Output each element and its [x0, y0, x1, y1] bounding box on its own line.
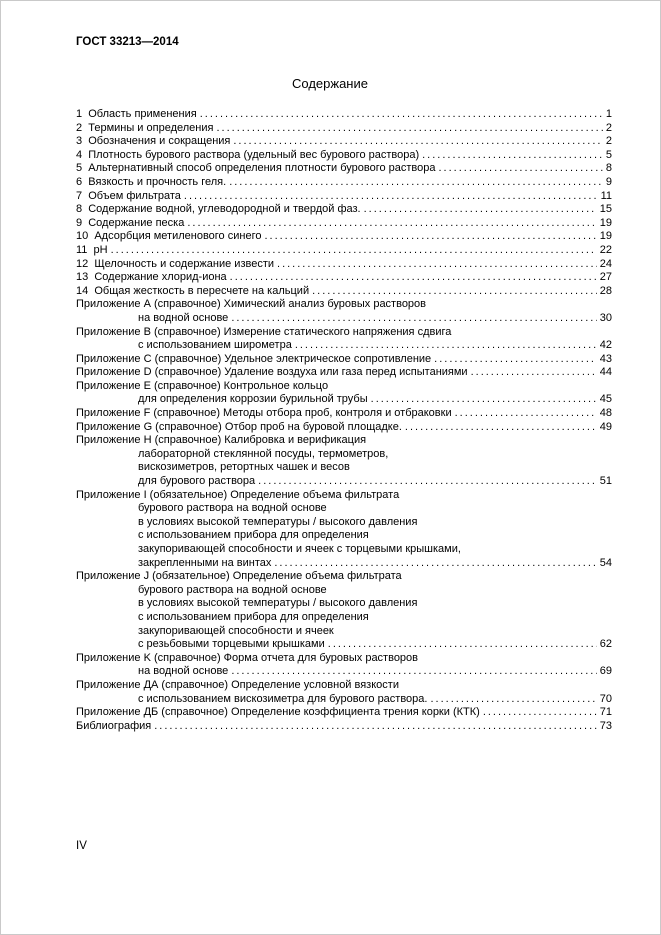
toc-entry-text: лабораторной стеклянной посуды, термометров,	[138, 447, 389, 460]
toc-line	[76, 312, 612, 326]
toc-entry	[76, 203, 612, 217]
toc-line	[76, 271, 612, 285]
toc-line	[76, 380, 612, 394]
toc-line	[76, 516, 612, 530]
toc-line	[76, 339, 612, 353]
toc-line	[76, 584, 612, 598]
toc-entry-text: вискозиметров, ретортных чашек и весов	[138, 461, 350, 474]
toc-entry	[76, 244, 612, 258]
toc-line	[76, 557, 612, 571]
toc-line	[76, 244, 612, 258]
toc-line	[76, 475, 612, 489]
toc-page-number: 1	[605, 108, 612, 120]
toc-line	[76, 529, 612, 543]
dot-leader	[216, 122, 602, 136]
toc-entry	[76, 326, 612, 353]
toc-entry-text: Приложение Е (справочное) Контрольное кольцо	[76, 379, 329, 392]
toc-page-number: 71	[599, 706, 612, 719]
dot-leader	[312, 285, 597, 299]
toc-entry-text: Приложение ДБ (справочное) Определение коэффициента трения корки (КТК)	[76, 706, 480, 719]
toc-line	[76, 203, 612, 217]
toc-entry-text: закупоривающей способности и ячеек	[138, 624, 334, 637]
dot-leader	[483, 706, 597, 720]
toc-entry-text: Приложение K (справочное) Форма отчета для буровых растворов	[76, 651, 419, 664]
toc-entry	[76, 162, 612, 176]
page-title: Содержание	[292, 76, 368, 91]
toc-entry	[76, 298, 612, 325]
toc-line	[76, 298, 612, 312]
toc-line	[76, 489, 612, 503]
dot-leader	[371, 393, 597, 407]
toc-entry-text: Библиография	[76, 719, 152, 732]
toc-line	[76, 461, 612, 475]
toc-line	[76, 285, 612, 299]
toc-entry	[76, 258, 612, 272]
toc-line	[76, 162, 612, 176]
toc-line	[76, 176, 612, 190]
toc-entry	[76, 353, 612, 367]
toc-page-number: 2	[605, 121, 612, 134]
toc-entry-text: с резьбовыми торцевыми крышками	[138, 638, 325, 651]
toc-entry-text: Приложение D (справочное) Удаление воздуха или газа перед испытаниями	[76, 366, 468, 379]
toc-line	[76, 706, 612, 720]
toc-entry-text: 11 pH	[76, 243, 108, 256]
dot-leader	[439, 162, 603, 176]
toc-entry-text: с использованием вискозиметра для бурового раствора.	[138, 692, 428, 705]
toc-page-number: 27	[599, 271, 612, 284]
toc-line	[76, 407, 612, 421]
toc-line	[76, 502, 612, 516]
toc-entry-text: Приложение I (обязательное) Определение объема фильтрата	[76, 488, 400, 501]
dot-leader	[233, 135, 603, 149]
toc-entry	[76, 720, 612, 734]
toc-entry-text: 14 Общая жесткость в пересчете на кальций	[76, 284, 310, 297]
toc-entry-text: 7 Объем фильтрата	[76, 189, 181, 202]
dot-leader	[154, 720, 597, 734]
toc-line	[76, 108, 612, 122]
dot-leader	[187, 217, 596, 231]
toc-entry-text: 1 Область применения	[76, 108, 197, 120]
toc-page-number: 49	[599, 420, 612, 433]
toc-entry	[76, 190, 612, 204]
toc-line	[76, 122, 612, 136]
dot-leader	[434, 353, 597, 367]
toc-entry-text: 12 Щелочность и содержание извести	[76, 257, 275, 270]
toc-entry	[76, 285, 612, 299]
toc-entry-text: на водной основе	[138, 665, 229, 678]
toc-line	[76, 597, 612, 611]
dot-leader	[295, 339, 597, 353]
dot-leader	[258, 475, 597, 489]
toc-entry-text: 13 Содержание хлорид-иона	[76, 271, 227, 284]
dot-leader	[277, 258, 597, 272]
toc-line	[76, 421, 612, 435]
toc-entry-text: 9 Содержание песка	[76, 216, 185, 229]
toc-entry	[76, 108, 612, 122]
toc-line	[76, 149, 612, 163]
toc-line	[76, 448, 612, 462]
toc-entry	[76, 679, 612, 706]
dot-leader	[364, 203, 597, 217]
toc-entry	[76, 149, 612, 163]
toc-line	[76, 217, 612, 231]
toc-page-number: 62	[599, 638, 612, 651]
dot-leader	[231, 312, 596, 326]
toc-page-number: 11	[600, 189, 612, 202]
toc-line	[76, 258, 612, 272]
toc-entry-text: для определения коррозии бурильной трубы	[138, 393, 368, 406]
toc-entry	[76, 706, 612, 720]
toc-entry	[76, 366, 612, 380]
dot-leader	[328, 638, 597, 652]
dot-leader	[111, 244, 597, 258]
toc-entry	[76, 230, 612, 244]
dot-leader	[200, 108, 603, 122]
dot-leader	[471, 366, 597, 380]
dot-leader	[229, 176, 603, 190]
toc-entry-text: Приложение J (обязательное) Определение объема фильтрата	[76, 570, 402, 583]
toc-entry-text: 2 Термины и определения	[76, 121, 214, 134]
toc-line	[76, 135, 612, 149]
dot-leader	[230, 271, 597, 285]
toc-entry-text: 4 Плотность бурового раствора (удельный вес бурового раствора)	[76, 148, 420, 161]
toc-line	[76, 665, 612, 679]
toc-entry	[76, 652, 612, 679]
toc-entry	[76, 135, 612, 149]
toc-page-number: 44	[599, 366, 612, 379]
footer-page-number: IV	[76, 840, 87, 852]
toc-line	[76, 434, 612, 448]
toc-line	[76, 611, 612, 625]
toc-line	[76, 353, 612, 367]
toc-entry	[76, 407, 612, 421]
toc-page-number: 42	[599, 339, 612, 352]
toc-entry-text: с использованием широметра	[138, 339, 292, 352]
toc-entry	[76, 271, 612, 285]
dot-leader	[455, 407, 597, 421]
toc-line	[76, 393, 612, 407]
toc-line	[76, 693, 612, 707]
document-header: ГОСТ 33213—2014	[76, 36, 179, 48]
toc-entry	[76, 489, 612, 571]
toc-page-number: 45	[599, 393, 612, 406]
toc-entry	[76, 380, 612, 407]
dot-leader	[231, 665, 596, 679]
toc-entry-text: с использованием прибора для определения	[138, 610, 369, 623]
toc-line	[76, 326, 612, 340]
toc-entry-text: закупоривающей способности и ячеек с торцевыми крышками,	[138, 543, 461, 555]
toc-line	[76, 570, 612, 584]
toc-entry-text: бурового раствора на водной основе	[138, 583, 327, 596]
toc-entry-text: Приложение С (справочное) Удельное электрическое сопротивление	[76, 352, 432, 365]
dot-leader	[405, 421, 597, 435]
toc-line	[76, 190, 612, 204]
toc-entry-text: 10 Адсорбция метиленового синего	[76, 230, 262, 243]
toc-page-number: 9	[605, 175, 612, 188]
toc-line	[76, 543, 612, 557]
dot-leader	[422, 149, 603, 163]
toc-entry	[76, 570, 612, 652]
toc-entry-text: с использованием прибора для определения	[138, 529, 369, 542]
toc-page-number: 51	[599, 475, 612, 488]
toc-entry-text: закрепленными на винтах	[138, 556, 272, 569]
toc-entry-text: 5 Альтернативный способ определения плотности бурового раствора	[76, 162, 436, 175]
toc-page-number: 5	[605, 148, 612, 161]
toc-line	[76, 679, 612, 693]
toc-page-number: 22	[599, 243, 612, 256]
toc-entry-text: бурового раствора на водной основе	[138, 502, 327, 515]
toc-entry	[76, 176, 612, 190]
toc-page-number: 2	[605, 135, 612, 148]
toc-page-number: 73	[599, 719, 612, 732]
toc-entry	[76, 122, 612, 136]
dot-leader	[274, 557, 596, 571]
toc-line	[76, 720, 612, 734]
toc-entry-text: в условиях высокой температуры / высокого давления	[138, 515, 418, 528]
toc-page-number: 8	[605, 162, 612, 175]
toc-line	[76, 638, 612, 652]
toc-page-number: 30	[599, 311, 612, 324]
toc-entry-text: Приложение F (справочное) Методы отбора проб, контроля и отбраковки	[76, 407, 452, 420]
toc	[76, 108, 612, 733]
toc-page-number: 54	[599, 556, 612, 569]
dot-leader	[264, 230, 596, 244]
toc-line	[76, 366, 612, 380]
toc-entry	[76, 434, 612, 488]
toc-entry-text: 8 Содержание водной, углеводородной и твердой фаз.	[76, 203, 361, 216]
toc-entry-text: на водной основе	[138, 311, 229, 324]
toc-page-number: 70	[599, 692, 612, 705]
toc-page-number: 69	[599, 665, 612, 678]
toc-entry-text: 3 Обозначения и сокращения	[76, 135, 231, 148]
toc-entry	[76, 217, 612, 231]
toc-entry-text: Приложение А (справочное) Химический анализ буровых растворов	[76, 298, 427, 311]
toc-page-number: 15	[599, 203, 612, 216]
toc-page-number: 28	[599, 284, 612, 297]
toc-entry	[76, 421, 612, 435]
toc-entry-text: Приложение G (справочное) Отбор проб на буровой площадке.	[76, 420, 402, 433]
toc-entry-text: Приложение ДА (справочное) Определение условной вязкости	[76, 678, 399, 691]
toc-page-number: 48	[599, 407, 612, 420]
toc-entry-text: в условиях высокой температуры / высокого давления	[138, 597, 418, 610]
toc-line	[76, 625, 612, 639]
toc-line	[76, 652, 612, 666]
dot-leader	[430, 693, 596, 707]
toc-entry-text: 6 Вязкость и прочность геля.	[76, 175, 227, 188]
toc-page-number: 19	[599, 216, 612, 229]
toc-page-number: 19	[599, 230, 612, 243]
toc-entry-text: Приложение Н (справочное) Калибровка и верификация	[76, 434, 367, 447]
toc-page-number: 24	[599, 257, 612, 270]
toc-page-number: 43	[599, 352, 612, 365]
toc-entry-text: Приложение В (справочное) Измерение статического напряжения сдвига	[76, 325, 452, 338]
toc-line	[76, 230, 612, 244]
toc-entry-text: для бурового раствора	[138, 475, 256, 488]
dot-leader	[184, 190, 598, 204]
